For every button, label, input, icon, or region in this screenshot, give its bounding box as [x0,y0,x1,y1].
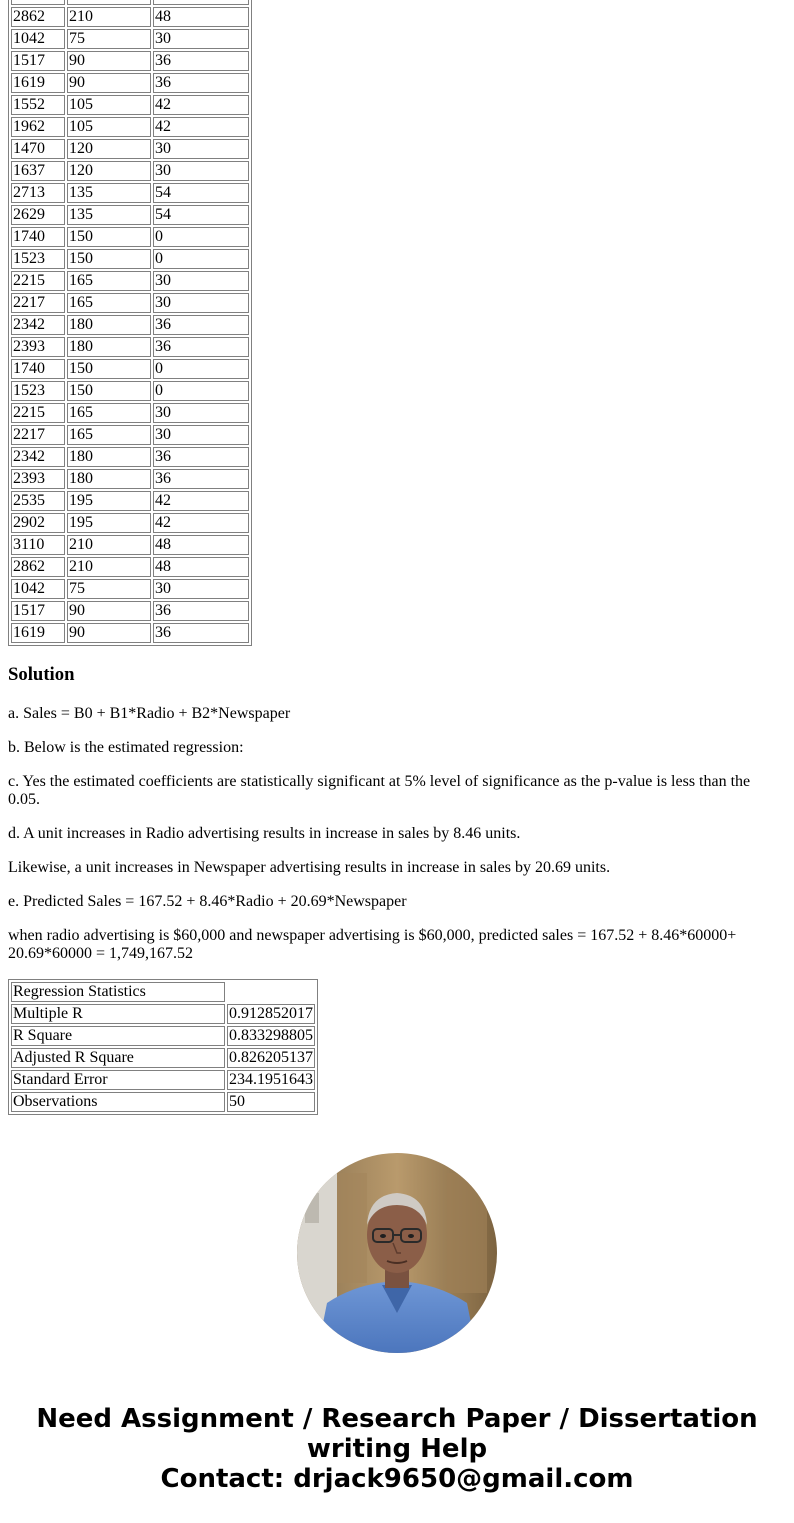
table-cell: 2342 [11,447,65,467]
table-cell: 2629 [11,205,65,225]
table-cell: 180 [67,337,151,357]
regression-header-empty-cell [227,982,315,1002]
table-row [11,1048,315,1068]
table-cell: 210 [67,557,151,577]
stat-value: 234.1951643 [229,1071,313,1088]
table-row [11,579,249,599]
table-row [11,1004,315,1024]
table-cell: 1042 [11,579,65,599]
cta-line-2: writing Help [306,1434,488,1464]
table-row [11,447,249,467]
table-cell: 150 [67,227,151,247]
solution-heading: Solution [8,664,75,685]
table-cell: 75 [67,29,151,49]
table-cell: 75 [67,579,151,599]
stat-label: Observations [11,1092,225,1112]
table-cell: 120 [67,161,151,181]
table-cell: 195 [67,513,151,533]
table-cell: 30 [153,293,249,313]
table-cell: 30 [153,271,249,291]
table-row [11,183,249,203]
table-cell: 36 [153,51,249,71]
table-cell: 2535 [11,491,65,511]
table-cell: 2217 [11,425,65,445]
table-row [11,425,249,445]
table-cell: 0 [153,249,249,269]
table-cell: 30 [153,425,249,445]
table-cell: 30 [153,29,249,49]
table-cell: 36 [153,315,249,335]
table-cell: 195 [67,491,151,511]
table-cell: 1523 [11,381,65,401]
table-row [11,359,249,379]
answer-b: b. Below is the estimated regression: [8,739,244,756]
data-table [8,0,252,646]
table-row [11,1026,315,1046]
table-cell: 180 [67,447,151,467]
table-cell: 1619 [11,623,65,643]
table-cell: 150 [67,249,151,269]
table-row [11,337,249,357]
table-cell: 42 [153,95,249,115]
table-cell: 36 [153,337,249,357]
table-cell: 165 [67,271,151,291]
table-row [11,161,249,181]
table-cell: 54 [153,183,249,203]
table-cell: 36 [153,601,249,621]
table-cell: 54 [153,205,249,225]
table-row [11,7,249,27]
answer-a: a. Sales = B0 + B1*Radio + B2*Newspaper [8,705,291,722]
table-cell: 180 [67,469,151,489]
table-row [11,51,249,71]
table-row [11,315,249,335]
table-cell: 2342 [11,315,65,335]
table-cell: 135 [67,205,151,225]
table-cell: 36 [153,447,249,467]
table-cell: 135 [67,183,151,203]
stat-value: 0.826205137 [229,1049,313,1066]
table-cell: 1523 [11,249,65,269]
table-cell: 1042 [11,29,65,49]
regression-header: Regression Statistics [11,982,225,1002]
table-cell: 120 [67,139,151,159]
table-cell: 90 [67,73,151,93]
table-cell: 1962 [11,117,65,137]
answer-c: c. Yes the estimated coefficients are statistically significant at 5% level of significance as the p-value is less than the 0.05. [8,773,751,808]
answer-d-likewise: Likewise, a unit increases in Newspaper advertising results in increase in sales by 20.69 units. [8,859,611,876]
table-cell: 2215 [11,271,65,291]
table-cell: 2393 [11,469,65,489]
table-cell: 90 [67,623,151,643]
table-cell: 2393 [11,337,65,357]
table-row [11,205,249,225]
table-row [11,535,249,555]
table-cell: 30 [153,139,249,159]
table-cell: 165 [67,403,151,423]
table-cell: 1740 [11,359,65,379]
table-cell: 42 [153,513,249,533]
table-cell: 150 [67,381,151,401]
table-row [11,1070,315,1090]
table-row [11,601,249,621]
table-cell [67,0,151,5]
table-row [11,227,249,247]
table-row [11,491,249,511]
table-cell: 90 [67,51,151,71]
table-cell: 2217 [11,293,65,313]
table-row [11,0,249,5]
table-cell: 210 [67,535,151,555]
stat-value: 50 [227,1092,315,1112]
table-cell: 3110 [11,535,65,555]
table-cell: 1517 [11,601,65,621]
table-cell: 42 [153,117,249,137]
table-cell: 48 [153,7,249,27]
table-cell: 165 [67,293,151,313]
table-cell: 2862 [11,557,65,577]
regression-header-row [11,982,315,1002]
stat-label: R Square [11,1026,225,1046]
table-row [11,1092,315,1112]
table-cell: 30 [153,579,249,599]
answer-d: d. A unit increases in Radio advertising results in increase in sales by 8.46 units. [8,825,521,842]
answer-e-calculation: when radio advertising is $60,000 and newspaper advertising is $60,000, predicted sales = 167.52 + 8.46*60000+ 20.69*60000 = 1,749,167.52 [8,927,737,962]
table-cell: 42 [153,491,249,511]
table-cell: 30 [153,161,249,181]
table-row [11,469,249,489]
table-cell: 1619 [11,73,65,93]
table-cell: 1470 [11,139,65,159]
stat-label: Adjusted R Square [11,1048,225,1068]
table-cell [11,0,65,5]
table-cell: 0 [153,359,249,379]
stat-value: 0.912852017 [229,1005,313,1022]
table-cell: 36 [153,73,249,93]
table-cell: 2902 [11,513,65,533]
table-cell: 1552 [11,95,65,115]
table-row [11,117,249,137]
cta-line-1: Need Assignment / Research Paper / Dissertation [36,1404,758,1434]
table-cell: 36 [153,623,249,643]
table-cell: 105 [67,117,151,137]
stat-value: 0.833298805 [229,1027,313,1044]
regression-statistics-table [8,979,318,1115]
table-row [11,249,249,269]
contact-banner [0,1404,794,1494]
table-cell: 150 [67,359,151,379]
table-cell: 2713 [11,183,65,203]
table-cell: 30 [153,403,249,423]
table-row [11,139,249,159]
stat-label: Multiple R [11,1004,225,1024]
table-cell: 48 [153,535,249,555]
answer-e: e. Predicted Sales = 167.52 + 8.46*Radio + 20.69*Newspaper [8,893,407,910]
table-row [11,95,249,115]
table-row [11,513,249,533]
table-cell: 90 [67,601,151,621]
table-cell: 1517 [11,51,65,71]
table-cell: 2215 [11,403,65,423]
table-cell: 0 [153,227,249,247]
table-cell: 105 [67,95,151,115]
table-cell [153,0,249,5]
table-cell: 1740 [11,227,65,247]
table-cell: 180 [67,315,151,335]
table-row [11,293,249,313]
author-avatar [297,1153,497,1353]
stat-label: Standard Error [11,1070,225,1090]
table-row [11,403,249,423]
table-row [11,381,249,401]
table-row [11,73,249,93]
table-cell: 48 [153,557,249,577]
author-photo [297,1153,497,1353]
table-cell: 36 [153,469,249,489]
table-row [11,623,249,643]
table-row [11,29,249,49]
table-cell: 1637 [11,161,65,181]
table-cell: 210 [67,7,151,27]
table-cell: 165 [67,425,151,445]
table-row [11,271,249,291]
cta-contact-email: Contact: drjack9650@gmail.com [160,1464,634,1494]
table-row [11,557,249,577]
table-cell: 0 [153,381,249,401]
table-cell: 2862 [11,7,65,27]
